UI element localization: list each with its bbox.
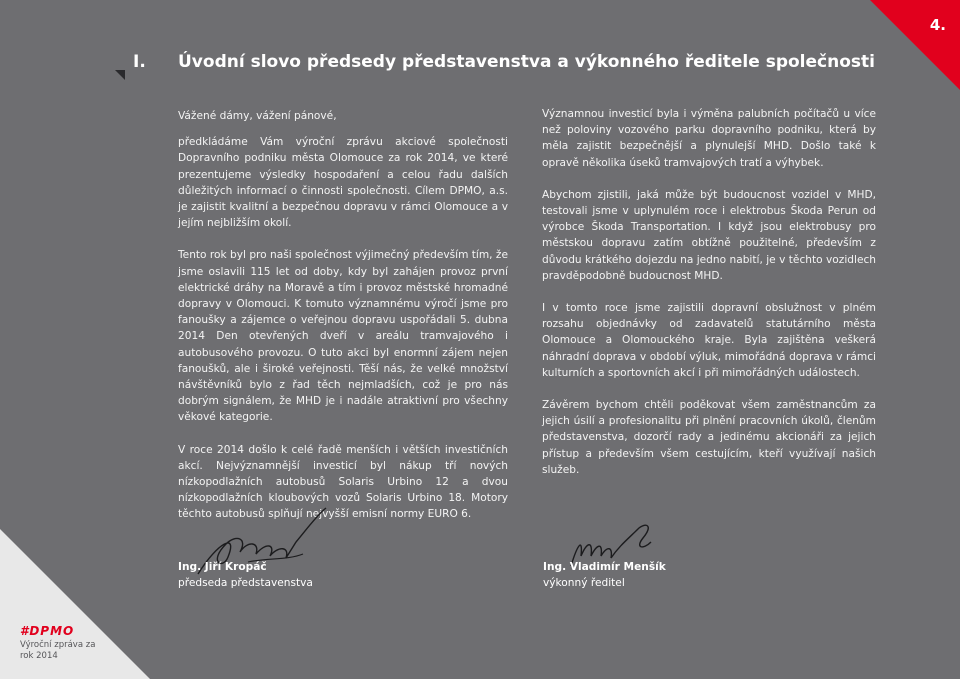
salutation: Vážené dámy, vážení pánové, xyxy=(178,110,337,122)
signature-block-director xyxy=(543,516,666,589)
signature-block-chairman xyxy=(178,502,338,592)
signatory-role: výkonný ředitel xyxy=(543,577,625,589)
paragraph: Významnou investicí byla i výměna palubních počítačů u více než poloviny vozového parku dopravního podniku, která by měla zajistit bezpečnější a plynulejší MHD. Došlo také k opravě několika úseků tramvajových tratí a výhybek. xyxy=(542,108,876,169)
paragraph: V roce 2014 došlo k celé řadě menších i větších investičních akcí. Nejvýznamnější investicí byl nákup tří nových nízkopodlažních autobusů Solaris Urbino 12 a dvou nízkopodlažních kloubových vozů Solaris Urbino 18. Motory těchto autobusů splňují nejvyšší emisní normy EURO 6. xyxy=(178,443,508,521)
paragraph: Závěrem bychom chtěli poděkovat všem zaměstnancům za jejich úsilí a profesionalitu při plnění pracovních úkolů, členům představenstva, dozorčí rady a jedinému akcionáři za jejich přístup a především všem cestujícím, kteří využívají našich služeb. xyxy=(542,399,876,476)
paragraph: Abychom zjistili, jaká může být budoucnost vozidel v MHD, testovali jsme v uplynulém roce i elektrobus Škoda Perun od výrobce Škoda Transportation. I když jsou elektrobusy pro městskou dopravu zatím obtížně použitelné, především z důvodu krátkého dojezdu na jedno nabití, je v těchto vozidlech pravděpodobně budoucnost MHD. xyxy=(542,188,876,282)
page-title: Úvodní slovo předsedy představenstva a výkonného ředitele společnosti xyxy=(178,52,875,72)
paragraph: I v tomto roce jsme zajistili dopravní obslužnost v plném rozsahu objednávky od zadavatelů statutárního města Olomouce a Olomouckého kraje. Byla zajištěna veškerá náhradní doprava v období výluk, mimořádná doprava v rámci kulturních a sportovních akcí i při mimořádných událostech. xyxy=(542,302,876,379)
signatory-name: Ing. Jiří Kropáč xyxy=(178,561,267,573)
heading-corner-mark xyxy=(115,70,125,80)
left-text-column xyxy=(178,108,508,539)
paragraph: předkládáme Vám výroční zprávu akciové společnosti Dopravního podniku města Olomouce za rok 2014, ve které prezentujeme výsledky hospodaření a celou řadu dalších důležitých informací o činnosti společnosti. Cílem DPMO, a.s. je zajistit kvalitní a bezpečnou dopravu v rámci Olomouce a v jejím nejbližším okolí. xyxy=(178,136,508,230)
signatory-name: Ing. Vladimír Menšík xyxy=(543,561,666,573)
report-label: Výroční zpráva za rok 2014 xyxy=(20,640,96,661)
dpmo-logo: #DPMO xyxy=(20,624,75,638)
page-number: 4. xyxy=(929,16,946,34)
chapter-number: I. xyxy=(133,52,146,72)
signatory-role: předseda představenstva xyxy=(178,577,313,589)
paragraph: Tento rok byl pro naši společnost výjimečný především tím, že jsme oslavili 115 let od doby, kdy byl zahájen provoz první elektrické dráhy na Moravě a tím i provoz městské hromadné dopravy v Olomouci. K tomuto významnému výročí jsme pro fanoušky a zájemce o veřejnou dopravu uspořádali 5. dubna 2014 Den otevřených dveří v areálu tramvajového i autobusového provozu. O tuto akci byl enormní zájem nejen fanoušků, ale i široké veřejnosti. Těší nás, že velké množství návštěvníků bylo z řad těch nejmladších, což je pro nás dobrým signálem, že MHD je i nadále atraktivní pro všechny věkové kategorie. xyxy=(178,249,508,424)
right-text-column xyxy=(542,106,876,494)
page-corner-red-triangle xyxy=(870,0,960,90)
